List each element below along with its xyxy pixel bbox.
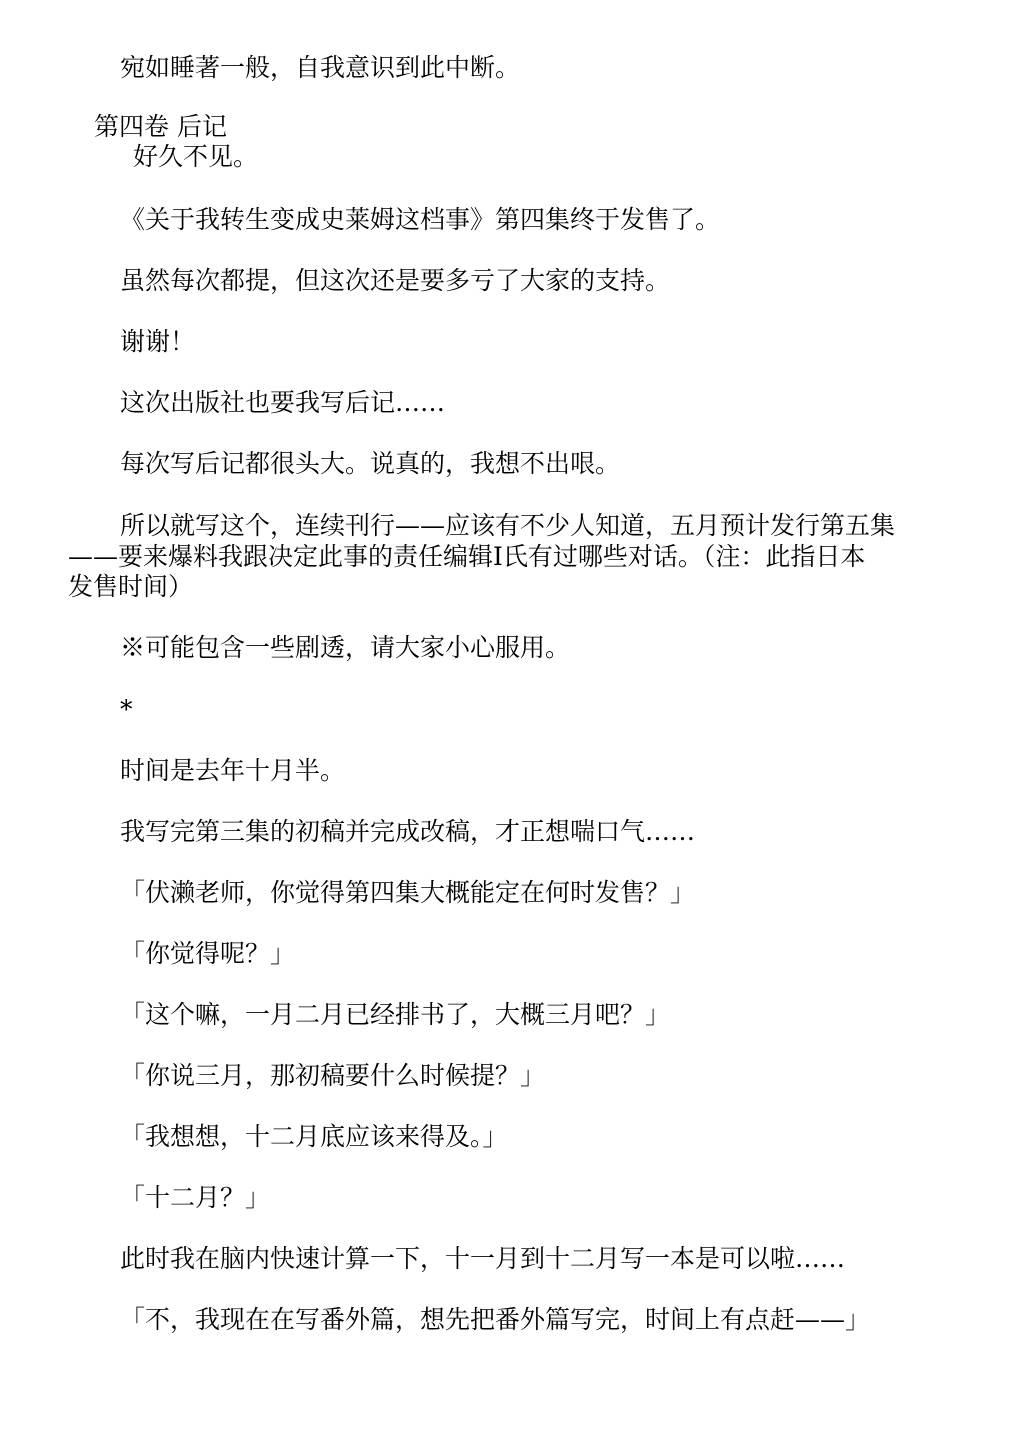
- paragraph: 谢谢！: [120, 327, 196, 356]
- paragraph: 《关于我转生变成史莱姆这档事》第四集终于发售了。: [120, 205, 721, 234]
- chapter-title: 第四卷 后记: [94, 112, 227, 141]
- dialogue-line: 「我想想，十二月底应该来得及。」: [120, 1122, 508, 1151]
- opening-line: 宛如睡著一般，自我意识到此中断。: [120, 53, 521, 82]
- paragraph: 虽然每次都提，但这次还是要多亏了大家的支持。: [120, 266, 671, 295]
- paragraph-line: 发售时间）: [68, 572, 194, 601]
- paragraph: 这次出版社也要我写后记……: [120, 388, 446, 417]
- dialogue-line: 「伏濑老师，你觉得第四集大概能定在何时发售？」: [120, 878, 696, 907]
- dialogue-line: 「不，我现在在写番外篇，想先把番外篇写完，时间上有点赶——」: [120, 1305, 871, 1334]
- dialogue-line: 「十二月？」: [120, 1183, 271, 1212]
- dialogue-line: 「你觉得呢？」: [120, 939, 296, 968]
- paragraph: 此时我在脑内快速计算一下，十一月到十二月写一本是可以啦……: [120, 1244, 846, 1273]
- paragraph: ※可能包含一些剧透，请大家小心服用。: [120, 633, 571, 662]
- paragraph-line: ——要来爆料我跟决定此事的责任编辑I氏有过哪些对话。（注：此指日本: [68, 542, 866, 571]
- paragraph: 时间是去年十月半。: [120, 756, 346, 785]
- paragraph-line: 所以就写这个，连续刊行——应该有不少人知道，五月预计发行第五集: [120, 511, 896, 540]
- scene-break: *: [120, 695, 133, 724]
- paragraph: 好久不见。: [133, 142, 259, 171]
- paragraph: 我写完第三集的初稿并完成改稿，才正想喘口气……: [120, 817, 696, 846]
- paragraph: 每次写后记都很头大。说真的，我想不出哏。: [120, 449, 621, 478]
- dialogue-line: 「这个嘛，一月二月已经排书了，大概三月吧？」: [120, 1000, 671, 1029]
- dialogue-line: 「你说三月，那初稿要什么时候提？」: [120, 1061, 546, 1090]
